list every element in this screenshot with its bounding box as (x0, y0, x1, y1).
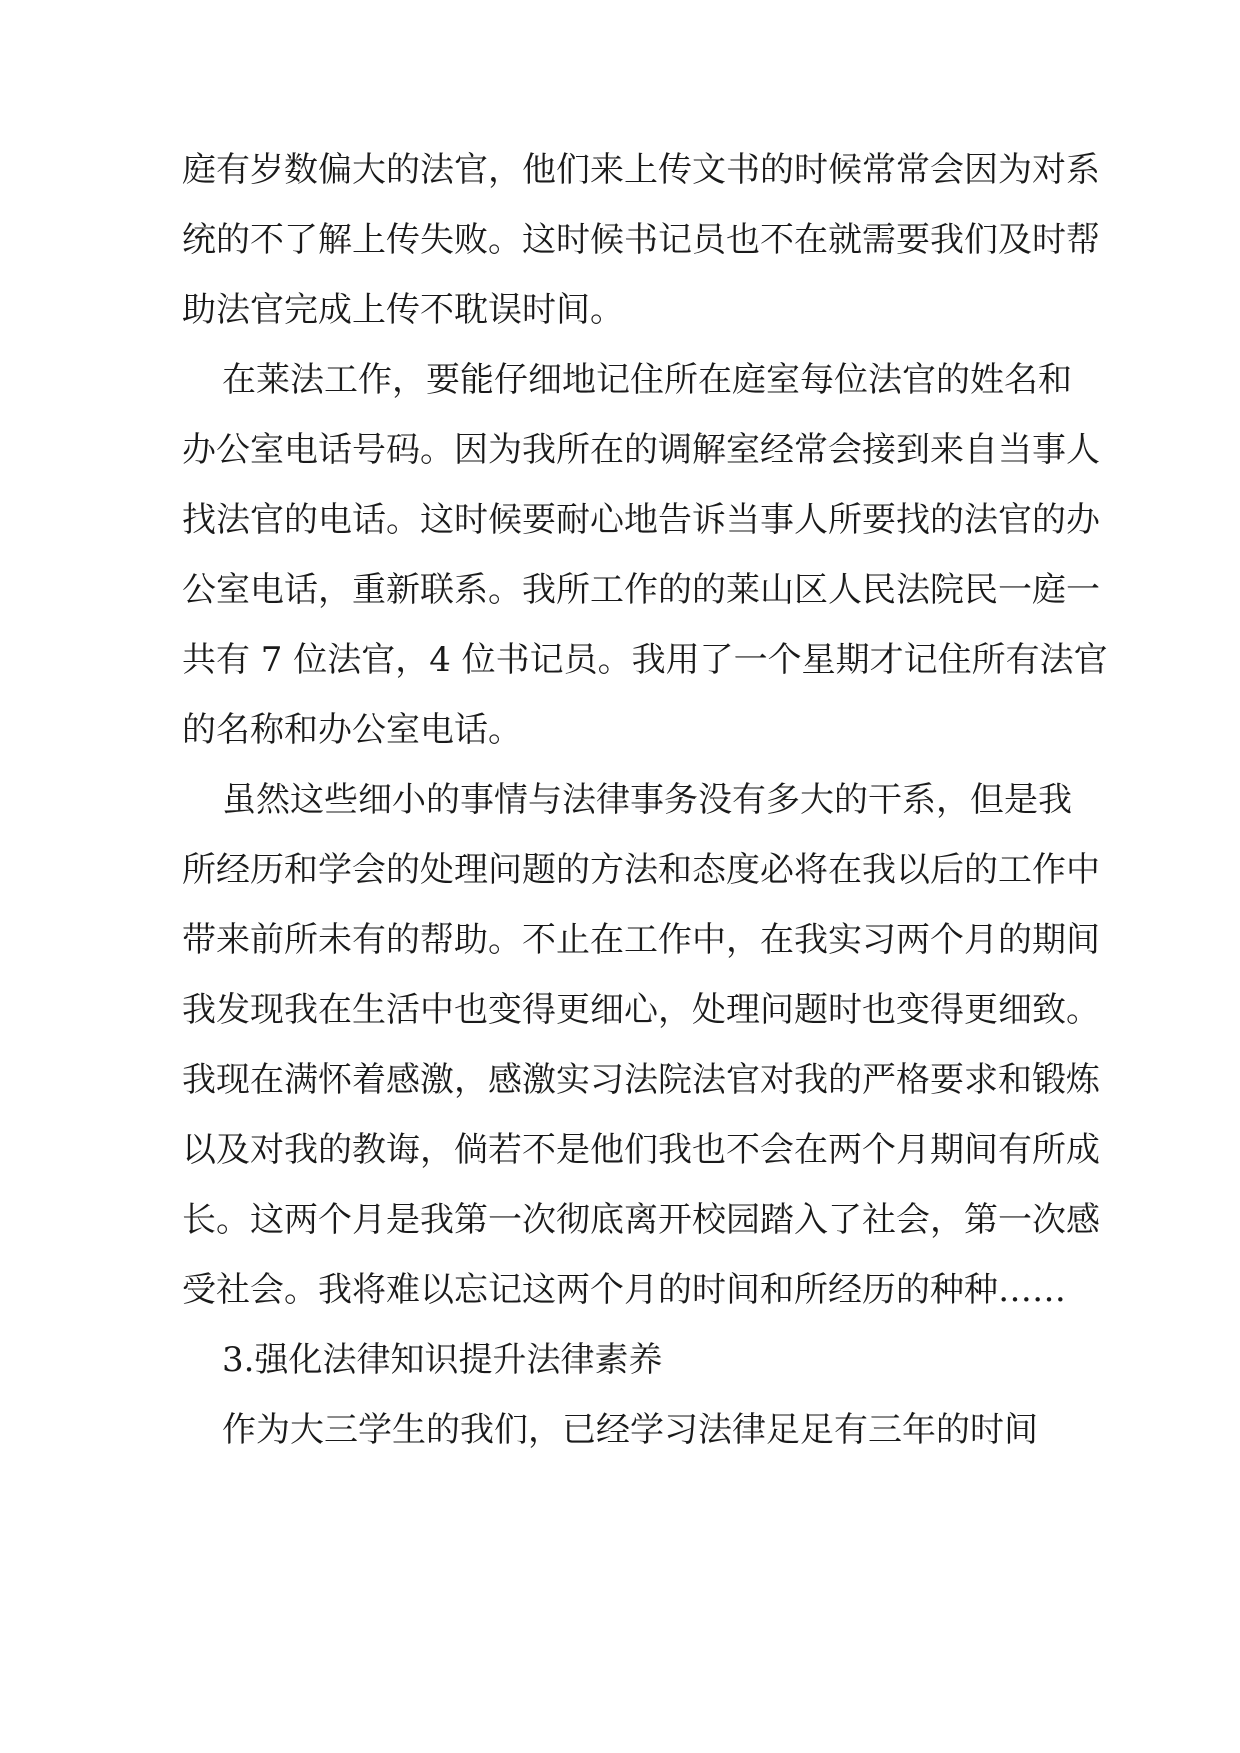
paragraph-3-line-8: 受社会。我将难以忘记这两个月的时间和所经历的种种…… (182, 1270, 1066, 1310)
paragraph-1-line-1: 庭有岁数偏大的法官，他们来上传文书的时候常常会因为对系 (182, 150, 1100, 190)
section-heading: 3.强化法律知识提升法律素养 (222, 1340, 663, 1380)
paragraph-2-line-2: 办公室电话号码。因为我所在的调解室经常会接到来自当事人 (182, 430, 1100, 470)
paragraph-2-line-5: 共有 7 位法官，4 位书记员。我用了一个星期才记住所有法官 (182, 640, 1108, 680)
paragraph-2-line-6: 的名称和办公室电话。 (182, 710, 522, 750)
paragraph-3-line-6: 以及对我的教诲，倘若不是他们我也不会在两个月期间有所成 (182, 1130, 1100, 1170)
paragraph-3-line-5: 我现在满怀着感激，感激实习法院法官对我的严格要求和锻炼 (182, 1060, 1100, 1100)
paragraph-3-line-1: 虽然这些细小的事情与法律事务没有多大的干系，但是我 (222, 780, 1072, 820)
paragraph-4-line-1: 作为大三学生的我们，已经学习法律足足有三年的时间 (222, 1410, 1038, 1450)
paragraph-2-line-3: 找法官的电话。这时候要耐心地告诉当事人所要找的法官的办 (182, 500, 1100, 540)
paragraph-3-line-4: 我发现我在生活中也变得更细心，处理问题时也变得更细致。 (182, 990, 1100, 1030)
paragraph-3-line-3: 带来前所未有的帮助。不止在工作中，在我实习两个月的期间 (182, 920, 1100, 960)
paragraph-3-line-2: 所经历和学会的处理问题的方法和态度必将在我以后的工作中 (182, 850, 1100, 890)
paragraph-2-line-1: 在莱法工作，要能仔细地记住所在庭室每位法官的姓名和 (222, 360, 1072, 400)
paragraph-1-line-3: 助法官完成上传不耽误时间。 (182, 290, 624, 330)
paragraph-3-line-7: 长。这两个月是我第一次彻底离开校园踏入了社会，第一次感 (182, 1200, 1100, 1240)
paragraph-1-line-2: 统的不了解上传失败。这时候书记员也不在就需要我们及时帮 (182, 220, 1100, 260)
paragraph-2-line-4: 公室电话，重新联系。我所工作的的莱山区人民法院民一庭一 (182, 570, 1100, 610)
